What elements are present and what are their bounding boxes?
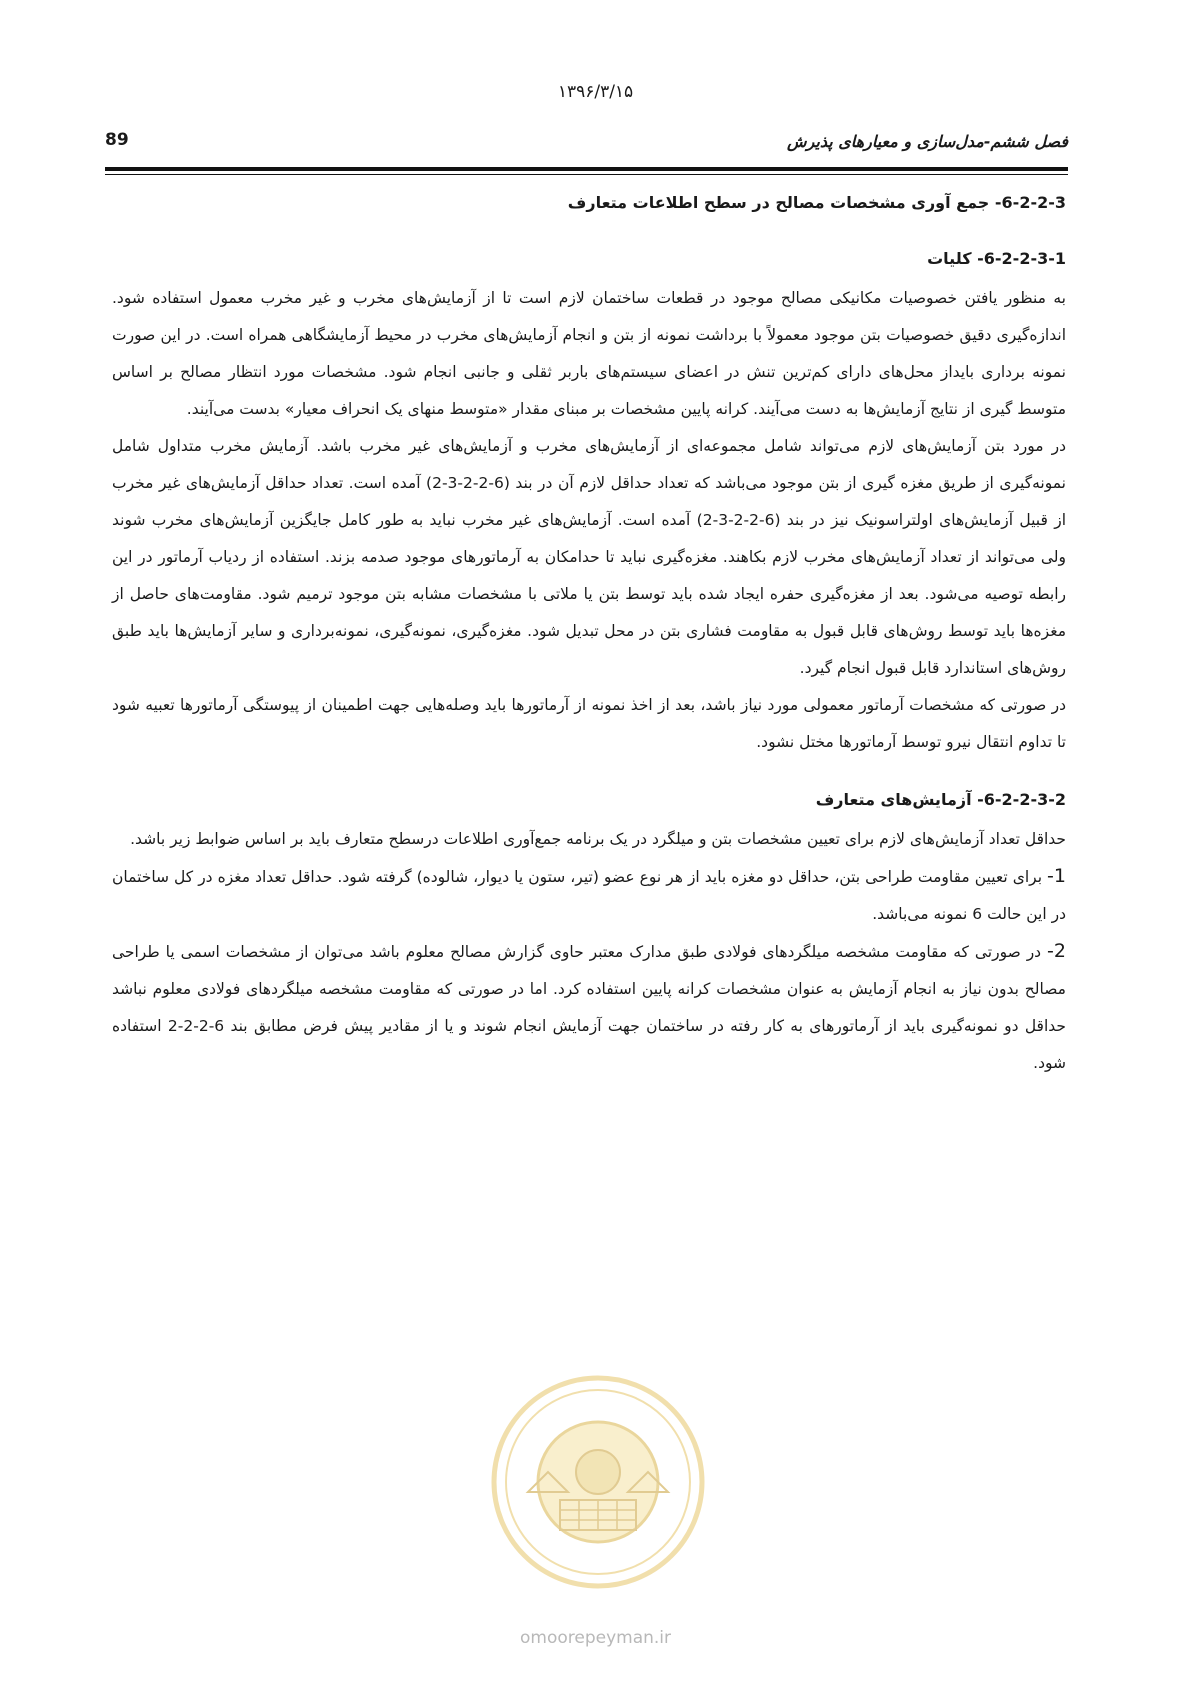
header-rule-thick [105, 167, 1068, 171]
list-item [112, 858, 1066, 933]
page-number: 89 [105, 130, 129, 150]
subsection-heading-tests: 6-2-2-3-2- آزمایش‌های متعارف [815, 790, 1066, 809]
document-body [112, 188, 1066, 1082]
list-item-number: 2- [1047, 940, 1066, 962]
chapter-title: فصل ششم-مدل‌سازی و معیارهای پذیرش [787, 132, 1068, 151]
subsection-heading-general: 6-2-2-3-1- کلیات [927, 249, 1066, 268]
paragraph: حداقل تعداد آزمایش‌های لازم برای تعیین مشخصات بتن و میلگرد در یک برنامه جمع‌آوری اطلاعات درسطح متعارف باید بر اساس ضوابط زیر باشد. [130, 830, 1066, 848]
paragraph: به منظور یافتن خصوصیات مکانیکی مصالح موجود در قطعات ساختمان لازم است تا از آزمایش‌های مخرب و غیر مخرب معمول استفاده شود. اندازه‌گیری دقیق خصوصیات بتن موجود معمولاً با برداشت نمونه از بتن و انجام آزمایش‌های مخرب در محیط آزمایشگاهی همراه است. در این صورت نمونه برداری بایداز محل‌های دارای کم‌ترین تنش در اعضای سیستم‌های باربر ثقلی و جانبی انجام شود. مشخصات مورد انتظار مصالح بر اساس متوسط گیری از نتایج آزمایش‌ها به دست می‌آیند. کرانه پایین مشخصات بر مبنای مقدار «متوسط منهای یک انحراف معیار» بدست می‌آیند. [112, 289, 1066, 418]
list-item-number: 1- [1047, 865, 1066, 887]
list-item [112, 933, 1066, 1082]
paragraph: در صورتی که مشخصات آرماتور معمولی مورد نیاز باشد، بعد از اخذ نمونه از آرماتورها باید وصله‌هایی جهت اطمینان از پیوستگی آرماتورها تعبیه شود تا تداوم انتقال نیرو توسط آرماتورها مختل نشود. [112, 696, 1066, 751]
document-date: ۱۳۹۶/۳/۱۵ [557, 82, 634, 102]
paragraph: در مورد بتن آزمایش‌های لازم می‌تواند شامل مجموعه‌ای از آزمایش‌های مخرب و آزمایش‌های غیر مخرب باشد. آزمایش مخرب متداول شامل نمونه‌گیری از طریق مغزه گیری از بتن موجود می‌باشد که تعداد حداقل لازم آن در بند (6-2-2-3-2) آمده است. تعداد حداقل آزمایش‌های غیر مخرب از قبیل آزمایش‌های اولتراسونیک نیز در بند (6-2-2-3-2) آمده است. آزمایش‌های غیر مخرب نباید به طور کامل جایگزین آزمایش‌های مخرب شوند ولی می‌تواند از تعداد آزمایش‌های مخرب لازم بکاهند. مغزه‌گیری نباید تا حدامکان به آرماتورهای موجود صدمه بزند. استفاده از ردیاب آرماتور در این رابطه توصیه می‌شود. بعد از مغزه‌گیری حفره ایجاد شده باید توسط بتن یا ملاتی با مشخصات مشابه بتن موجود ترمیم شود. مقاومت‌های حاصل از مغزه‌ها باید توسط روش‌های قابل قبول به مقاومت فشاری بتن در محل تبدیل شود. مغزه‌گیری، نمونه‌گیری، نمونه‌برداری و سایر آزمایش‌ها باید طبق روش‌های استاندارد قابل قبول انجام گیرد. [112, 437, 1067, 677]
seal-logo-icon [488, 1372, 708, 1592]
list-item-text: در صورتی که مقاومت مشخصه میلگردهای فولادی طبق مدارک معتبر حاوی گزارش مصالح معلوم باشد می‌توان از مشخصات اسمی یا طراحی مصالح بدون نیاز به انجام آزمایش به عنوان مشخصات کرانه پایین استفاده کرد. اما در صورتی که مقاومت مشخصه میلگردهای فولادی معلوم نباشد حداقل دو نمونه‌گیری باید از آرماتورهای به کار رفته در ساختمان جهت آزمایش انجام شوند و یا از مقادیر پیش فرض مطابق بند 6-2-2-2 استفاده شود. [112, 943, 1066, 1072]
watermark-site: omoorepeyman.ir [519, 1628, 672, 1648]
header-rule-thin [105, 174, 1068, 175]
page-header [105, 128, 1068, 158]
list-item-text: برای تعیین مقاومت طراحی بتن، حداقل دو مغزه باید از هر نوع عضو (تیر، ستون یا دیوار، شالوده) گرفته شود. حداقل تعداد مغزه در کل ساختمان در این حالت 6 نمونه می‌باشد. [112, 868, 1066, 923]
section-heading: 6-2-2-3- جمع آوری مشخصات مصالح در سطح اطلاعات متعارف [567, 193, 1066, 212]
